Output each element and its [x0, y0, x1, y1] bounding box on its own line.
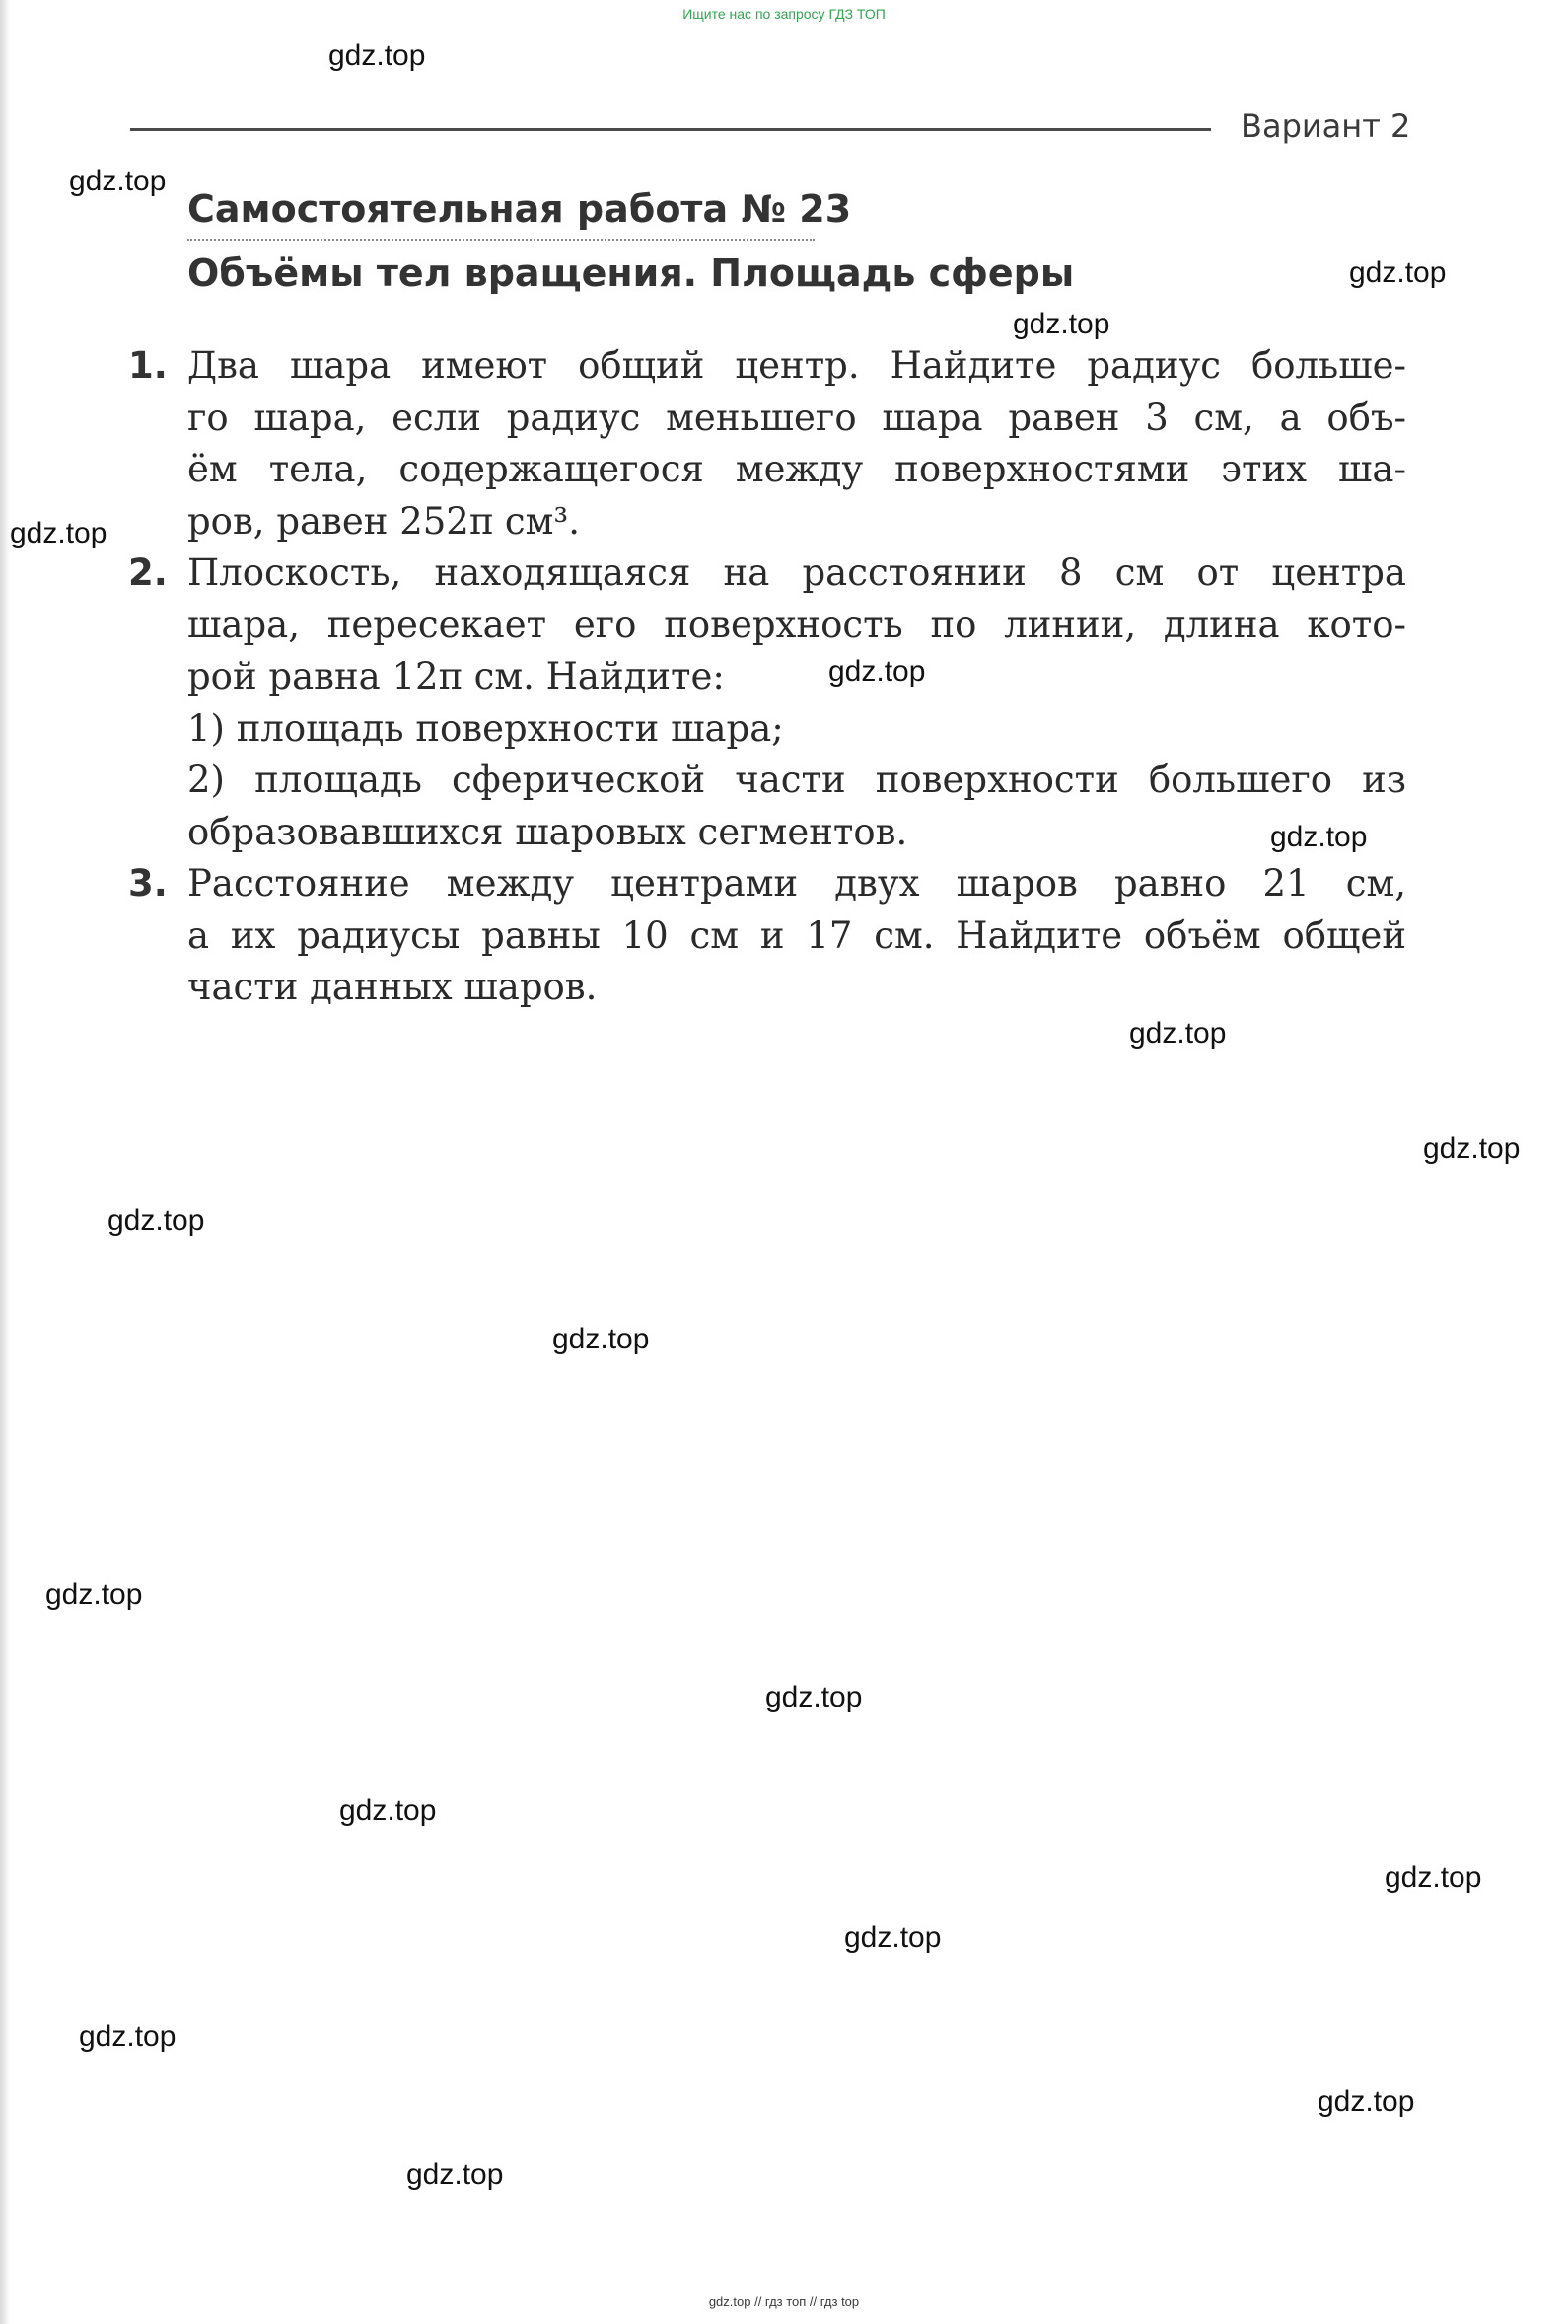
- watermark: gdz.top: [69, 165, 167, 197]
- problem-line: Два шара имеют общий центр. Найдите радиус больше-: [187, 344, 1406, 387]
- problem-line: части данных шаров.: [187, 966, 598, 1008]
- watermark: gdz.top: [339, 1794, 437, 1827]
- top-banner: Ищите нас по запросу ГДЗ ТОП: [682, 6, 886, 22]
- watermark: gdz.top: [1349, 256, 1447, 289]
- problem-line: рой равна 12π см. Найдите:: [187, 655, 725, 697]
- watermark: gdz.top: [45, 1578, 143, 1611]
- problem-line: образовавшихся шаровых сегментов.: [187, 810, 908, 853]
- problem-line: Расстояние между центрами двух шаров равно 21 см,: [187, 862, 1406, 905]
- bottom-banner: gdz.top // гдз топ // гдз top: [708, 2294, 860, 2309]
- problem-list: [128, 340, 1410, 1014]
- header-rule: [130, 128, 1211, 131]
- page-edge-shadow: [0, 0, 10, 2324]
- problem-line: а их радиусы равны 10 см и 17 см. Найдите объём общей: [187, 913, 1406, 957]
- problem-line: 2) площадь сферической части поверхности большего из: [187, 759, 1406, 801]
- problem-line: ров, равен 252π см³.: [187, 499, 581, 543]
- watermark: gdz.top: [1270, 821, 1368, 853]
- problem-line: го шара, если радиус меньшего шара равен 3 см, а объ-: [187, 396, 1406, 439]
- watermark: gdz.top: [844, 1922, 942, 1954]
- watermark: gdz.top: [107, 1204, 205, 1237]
- work-title-underline: [187, 239, 815, 241]
- problem-line: шара, пересекает его поверхность по линии, длина кото-: [187, 603, 1406, 646]
- watermark: gdz.top: [406, 2158, 504, 2191]
- topic-title: Объёмы тел вращения. Площадь сферы: [187, 252, 1075, 295]
- problem-2: [128, 547, 1406, 858]
- watermark: gdz.top: [765, 1681, 863, 1713]
- problem-number: 1.: [128, 344, 168, 387]
- variant-label: Вариант 2: [1241, 108, 1411, 145]
- problem-3: [128, 858, 1406, 1014]
- problem-1: [128, 340, 1406, 547]
- watermark: gdz.top: [10, 517, 107, 549]
- watermark: gdz.top: [1129, 1017, 1227, 1050]
- watermark: gdz.top: [328, 39, 426, 72]
- watermark: gdz.top: [1013, 308, 1110, 340]
- watermark: gdz.top: [1318, 2085, 1415, 2118]
- watermark: gdz.top: [552, 1323, 650, 1355]
- watermark: gdz.top: [79, 2020, 177, 2053]
- problem-line: Плоскость, находящаяся на расстоянии 8 см от центра: [187, 551, 1406, 594]
- watermark: gdz.top: [1385, 1861, 1482, 1894]
- watermark: gdz.top: [1423, 1132, 1521, 1165]
- problem-number: 3.: [128, 862, 168, 905]
- problem-line: ём тела, содержащегося между поверхностями этих ша-: [187, 448, 1406, 490]
- problem-line: 1) площадь поверхности шара;: [187, 706, 784, 750]
- watermark: gdz.top: [828, 655, 926, 688]
- work-title: Самостоятельная работа № 23: [187, 187, 852, 231]
- problem-number: 2.: [128, 551, 168, 594]
